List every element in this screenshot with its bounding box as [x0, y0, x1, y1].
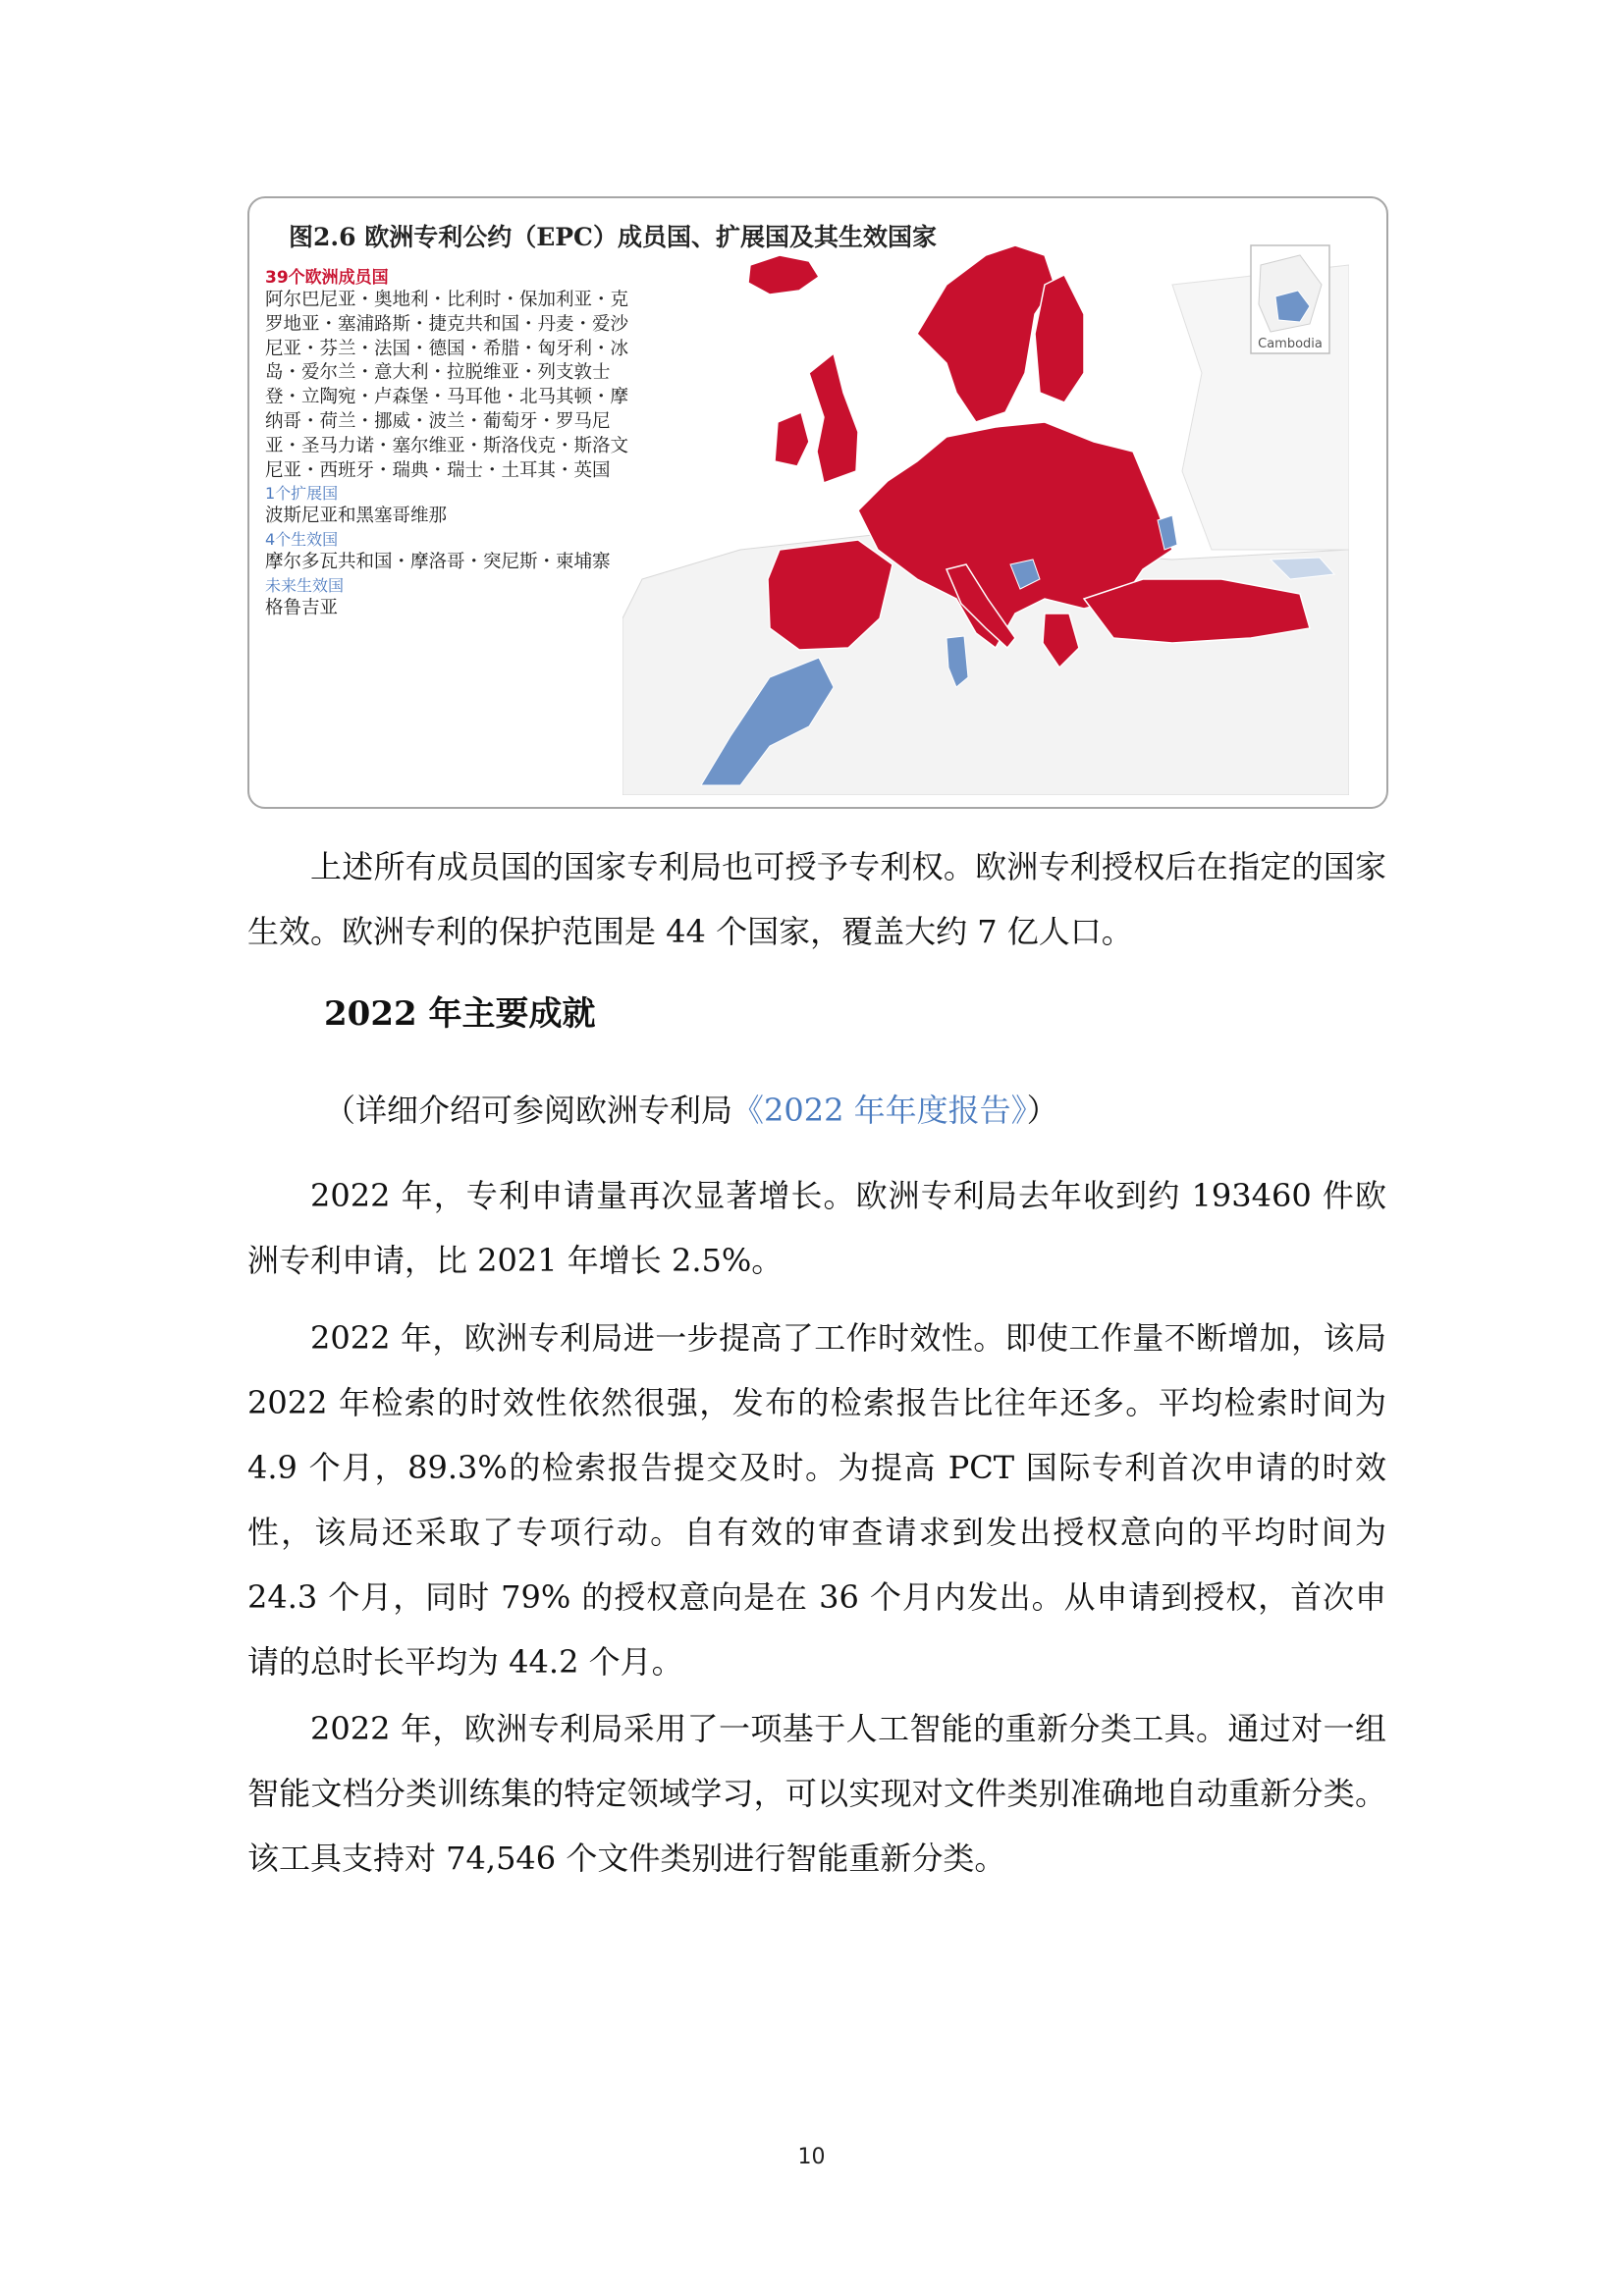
note-prefix: （详细介绍可参阅欧洲专利局 [324, 1092, 733, 1129]
report-note [324, 1078, 1058, 1143]
ireland-shape [775, 412, 809, 466]
cambodia-label: Cambodia [1258, 337, 1323, 351]
scandinavia-shape [917, 245, 1055, 422]
validation-list: 摩尔多瓦共和国・摩洛哥・突尼斯・柬埔寨 [265, 552, 611, 573]
map-legend [265, 267, 630, 621]
europe-map [622, 226, 1349, 795]
turkey-shape [1084, 579, 1310, 643]
note-suffix: ） [1026, 1092, 1058, 1129]
paragraph-timeliness: 2022 年，欧洲专利局进一步提高了工作时效性。即使工作量不断增加，该局 2022 年检索的时效性依然很强，发布的检索报告比往年还多。平均检索时间为 4.9 个月，89.3%的检索报告提交及时。为提高 PCT 国际专利首次申请的时效性，该局还采取了专项行动。自有效的审查请求到发出授权意向的平均时间为 24.3 个月，同时 79% 的授权意向是在 36 个月内发出。从申请到授权，首次申请的总时长平均为 44.2 个月。 [247, 1319, 1386, 1681]
paragraph-applications: 2022 年，专利申请量再次显著增长。欧洲专利局去年收到约 193460 件欧洲专利申请，比 2021 年增长 2.5%。 [247, 1177, 1386, 1279]
annual-report-link[interactable]: 《2022 年年度报告》 [732, 1092, 1027, 1129]
members-heading: 39个欧洲成员国 [265, 268, 389, 288]
cambodia-inset [1251, 245, 1329, 353]
extension-list: 波斯尼亚和黑塞哥维那 [265, 506, 448, 527]
page-number: 10 [797, 2145, 826, 2169]
paragraph-scope: 上述所有成员国的国家专利局也可授予专利权。欧洲专利授权后在指定的国家生效。欧洲专利的保护范围是 44 个国家，覆盖大约 7 亿人口。 [247, 848, 1386, 950]
britain-shape [809, 353, 858, 483]
extension-heading: 1个扩展国 [265, 484, 339, 504]
validation-heading: 4个生效国 [265, 530, 339, 550]
figure-title: 图2.6 欧洲专利公约（EPC）成员国、扩展国及其生效国家 [289, 223, 937, 251]
future-heading: 未来生效国 [265, 575, 345, 595]
iceland-shape [748, 255, 819, 294]
section-heading: 2022 年主要成就 [324, 994, 596, 1034]
finland-shape [1035, 275, 1084, 402]
epc-map-figure [247, 196, 1388, 809]
members-list: 阿尔巴尼亚・奥地利・比利时・保加利亚・克罗地亚・塞浦路斯・捷克共和国・丹麦・爱沙尼亚・芬兰・法国・德国・希腊・匈牙利・冰岛・爱尔兰・意大利・拉脱维亚・列支敦士登・立陶宛・卢森堡・马耳他・北马其顿・摩纳哥・荷兰・挪威・波兰・葡萄牙・罗马尼亚・圣马力诺・塞尔维亚・斯洛伐克・斯洛文尼亚・西班牙・瑞典・瑞士・土耳其・英国 [265, 290, 629, 481]
paragraph-ai-tool: 2022 年，欧洲专利局采用了一项基于人工智能的重新分类工具。通过对一组智能文档分类训练集的特定领域学习，可以实现对文件类别准确地自动重新分类。该工具支持对 74,546 个文件类别进行智能重新分类。 [247, 1710, 1386, 1877]
future-list: 格鲁吉亚 [265, 597, 339, 618]
